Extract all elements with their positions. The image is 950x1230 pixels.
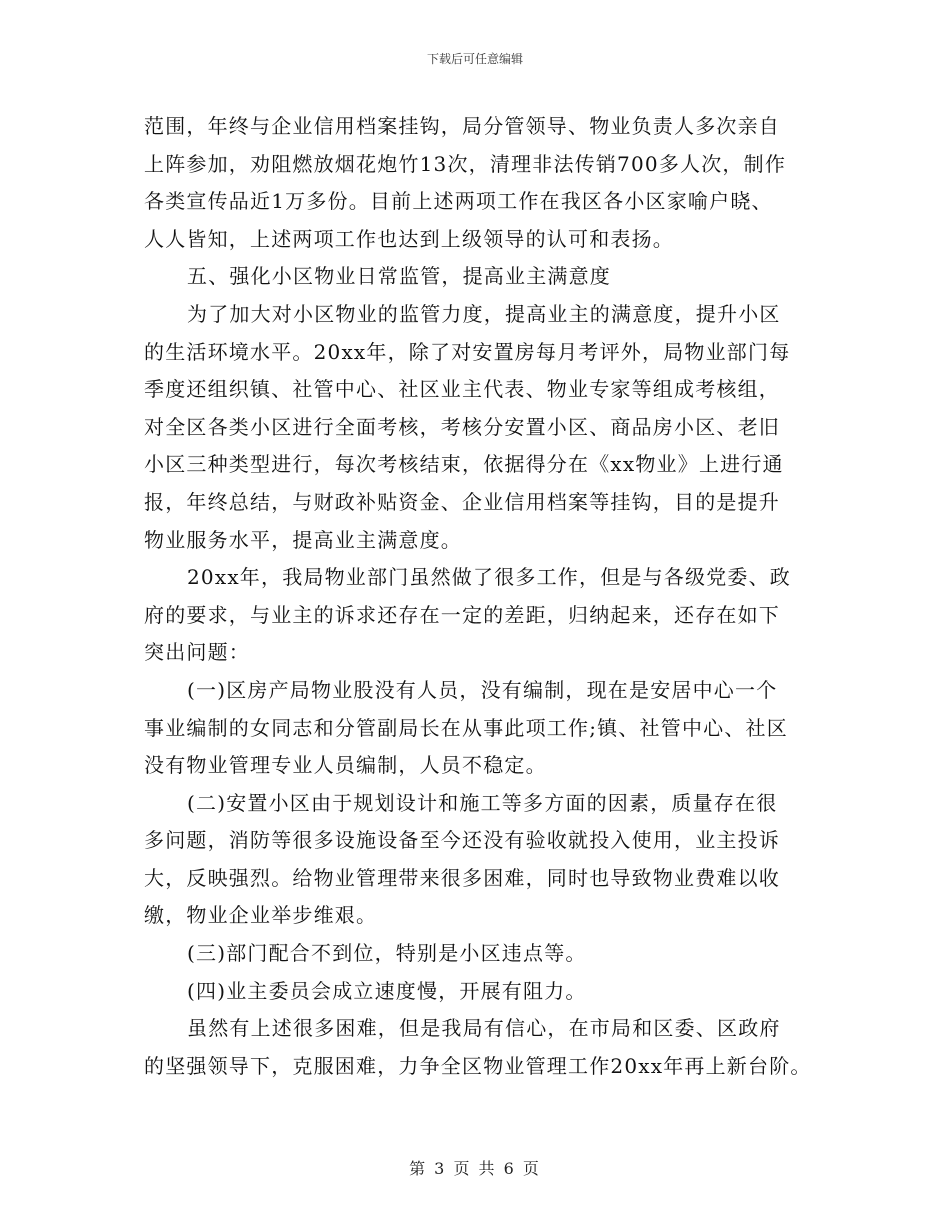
- page-header-note: 下载后可任意编辑: [426, 52, 523, 66]
- text-line: 的坚强领导下，克服困难，力争全区物业管理工作20xx年再上新台阶。: [144, 1053, 812, 1078]
- text-line: 虽然有上述很多困难，但是我局有信心，在市局和区委、区政府: [187, 1016, 781, 1041]
- text-line: 没有物业管理专业人员编制，人员不稳定。: [144, 753, 547, 778]
- document-body: [144, 108, 820, 1085]
- text-line: 缴，物业企业举步维艰。: [144, 903, 378, 928]
- text-line: 为了加大对小区物业的监管力度，提高业主的满意度，提升小区: [187, 301, 781, 326]
- text-line: 各类宣传品近1万多份。目前上述两项工作在我区各小区家喻户晓、: [144, 189, 773, 214]
- text-line: 范围，年终与企业信用档案挂钩，局分管领导、物业负责人多次亲自: [144, 114, 780, 138]
- text-line: 报，年终总结，与财政补贴资金、企业信用档案等挂钩，目的是提升: [144, 489, 780, 514]
- text-line: 小区三种类型进行，每次考核结束，依据得分在《xx物业》上进行通: [144, 452, 784, 477]
- text-line: 府的要求，与业主的诉求还存在一定的差距，归纳起来，还存在如下: [144, 602, 780, 627]
- section-heading: 五、强化小区物业日常监管，提高业主满意度: [187, 264, 611, 289]
- text-line: 20xx年，我局物业部门虽然做了很多工作，但是与各级党委、政: [187, 565, 792, 590]
- text-line: 人人皆知，上述两项工作也达到上级领导的认可和表扬。: [144, 226, 674, 251]
- page-footer-number: 第 3 页 共 6 页: [409, 1159, 541, 1178]
- text-line: 多问题，消防等很多设施设备至今还没有验收就投入使用，业主投诉: [144, 828, 780, 853]
- text-line: (一)区房产局物业股没有人员，没有编制，现在是安居中心一个: [187, 677, 778, 702]
- text-line: 对全区各类小区进行全面考核，考核分安置小区、商品房小区、老旧: [144, 414, 780, 439]
- text-line: 的生活环境水平。20xx年，除了对安置房每月考评外，局物业部门每: [144, 339, 791, 364]
- text-line: 大，反映强烈。给物业管理带来很多困难，同时也导致物业费难以收: [144, 865, 780, 890]
- text-line: 突出问题：: [144, 640, 250, 665]
- text-line: 物业服务水平，提高业主满意度。: [144, 527, 462, 552]
- text-line: (四)业主委员会成立速度慢，开展有阻力。: [187, 978, 587, 1003]
- text-line: 上阵参加，劝阻燃放烟花炮竹13次，清理非法传销700多人次，制作: [144, 151, 787, 176]
- text-line: (二)安置小区由于规划设计和施工等多方面的因素，质量存在很: [187, 790, 778, 815]
- text-line: (三)部门配合不到位，特别是小区违点等。: [187, 941, 587, 966]
- text-line: 事业编制的女同志和分管副局长在从事此项工作;镇、社管中心、社区: [144, 715, 788, 740]
- text-line: 季度还组织镇、社管中心、社区业主代表、物业专家等组成考核组，: [144, 377, 780, 402]
